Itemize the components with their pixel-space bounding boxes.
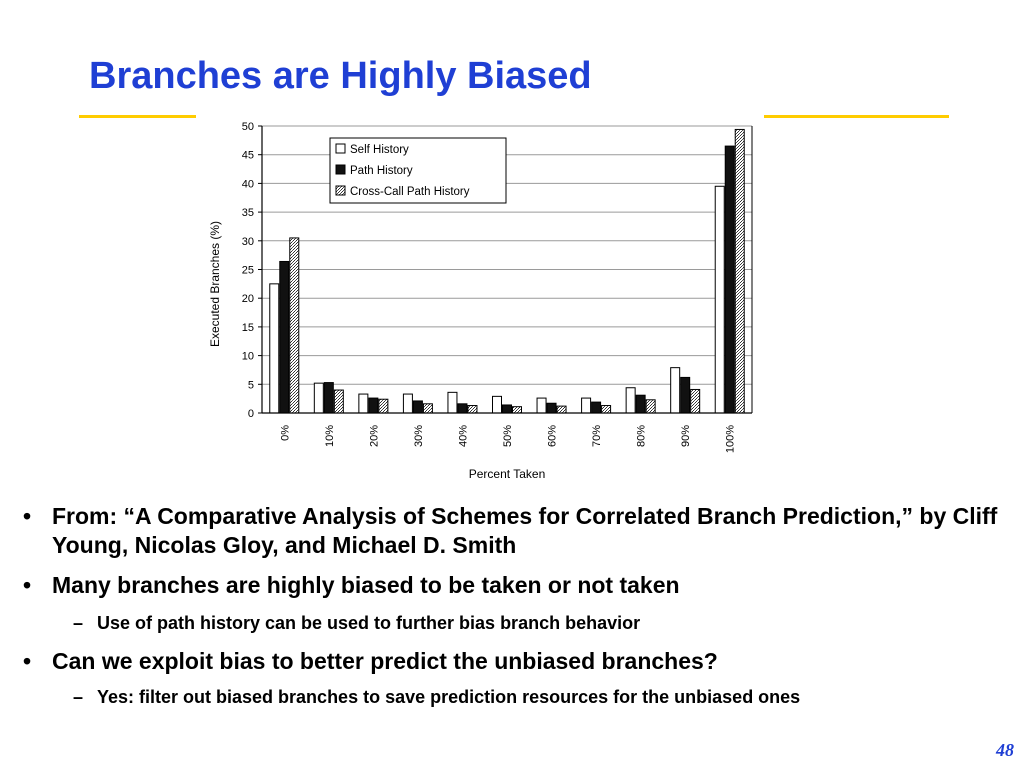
title-underline-right bbox=[764, 115, 949, 118]
y-tick-label: 50 bbox=[241, 121, 254, 133]
bar bbox=[691, 389, 700, 413]
x-tick-label: 20% bbox=[368, 425, 381, 448]
bullet-text: Many branches are highly biased to be taken or not taken bbox=[52, 572, 680, 598]
x-tick-label: 10% bbox=[323, 425, 336, 448]
legend-label: Path History bbox=[350, 165, 413, 177]
legend-label: Self History bbox=[350, 144, 409, 156]
bar bbox=[468, 406, 477, 413]
slide-title: Branches are Highly Biased bbox=[89, 55, 592, 97]
y-tick-label: 30 bbox=[241, 235, 254, 248]
x-tick-label: 50% bbox=[502, 425, 514, 448]
bar bbox=[592, 402, 601, 413]
y-tick-label: 10 bbox=[241, 350, 254, 363]
y-tick-label: 25 bbox=[241, 264, 254, 277]
y-tick-label: 0 bbox=[247, 408, 254, 420]
bar bbox=[314, 383, 323, 413]
bullet-text: From: “A Comparative Analysis of Schemes for Correlated Branch Prediction,” by Cliff Young, Nicolas Gloy, and Michael D. Smith bbox=[52, 503, 998, 558]
bar bbox=[602, 406, 611, 413]
bar bbox=[280, 261, 289, 413]
legend-swatch bbox=[336, 144, 345, 153]
sub-bullet-item bbox=[73, 611, 1013, 635]
bar bbox=[379, 399, 388, 413]
bar bbox=[270, 284, 279, 413]
bullet-marker: • bbox=[23, 648, 32, 674]
bar bbox=[715, 186, 724, 413]
bar bbox=[626, 388, 635, 413]
bar bbox=[557, 406, 566, 413]
bullet-marker: • bbox=[23, 572, 32, 598]
bar bbox=[413, 401, 422, 413]
bar bbox=[646, 400, 655, 413]
branch-bias-chart bbox=[200, 114, 764, 486]
bar bbox=[537, 398, 546, 413]
y-tick-label: 45 bbox=[241, 149, 254, 162]
sub-bullet-text: Use of path history can be used to further bias branch behavior bbox=[97, 613, 641, 633]
legend-label: Cross-Call Path History bbox=[350, 186, 470, 198]
bar bbox=[458, 404, 467, 413]
bar bbox=[359, 394, 368, 413]
bar bbox=[493, 396, 502, 413]
x-tick-label: 30% bbox=[412, 425, 425, 448]
y-tick-label: 35 bbox=[241, 207, 254, 220]
x-tick-label: 40% bbox=[457, 425, 470, 448]
bar bbox=[369, 398, 378, 413]
y-tick-label: 5 bbox=[247, 379, 254, 392]
y-tick-label: 15 bbox=[241, 321, 254, 334]
sub-bullet-marker: – bbox=[73, 613, 84, 633]
bullet-item bbox=[23, 647, 1003, 676]
x-axis-title: Percent Taken bbox=[468, 467, 546, 481]
page-number: 48 bbox=[996, 740, 1014, 760]
sub-bullet-text: Yes: filter out biased branches to save prediction resources for the unbiased ones bbox=[97, 687, 801, 707]
bar bbox=[671, 368, 680, 413]
x-tick-label: 0% bbox=[279, 425, 292, 441]
bar bbox=[403, 394, 412, 413]
bar bbox=[636, 395, 645, 413]
bar bbox=[513, 407, 522, 413]
bar bbox=[681, 377, 690, 413]
bar bbox=[725, 146, 734, 413]
y-axis-title: Executed Branches (%) bbox=[208, 220, 222, 348]
bar bbox=[503, 405, 512, 413]
bar-chart bbox=[200, 114, 764, 486]
legend-swatch bbox=[336, 165, 345, 174]
bar bbox=[582, 398, 591, 413]
sub-bullet-marker: – bbox=[73, 687, 84, 707]
x-tick-label: 100% bbox=[724, 425, 737, 454]
x-tick-label: 80% bbox=[635, 425, 648, 448]
title-underline-left bbox=[79, 115, 196, 118]
bar bbox=[423, 404, 432, 413]
x-tick-label: 90% bbox=[680, 425, 693, 448]
bar bbox=[324, 383, 333, 413]
bar bbox=[547, 403, 556, 413]
x-tick-label: 70% bbox=[591, 425, 604, 448]
bar bbox=[334, 390, 343, 413]
x-tick-label: 60% bbox=[546, 425, 559, 448]
bar bbox=[290, 238, 299, 413]
bar bbox=[735, 129, 744, 413]
bullet-text: Can we exploit bias to better predict the unbiased branches? bbox=[52, 648, 718, 674]
bullet-marker: • bbox=[23, 503, 32, 529]
legend-swatch bbox=[336, 186, 345, 195]
sub-bullet-item bbox=[73, 685, 1013, 709]
y-tick-label: 40 bbox=[241, 178, 254, 191]
bar bbox=[448, 392, 457, 413]
bullet-item bbox=[23, 571, 1003, 600]
y-tick-label: 20 bbox=[241, 293, 254, 306]
bullet-item bbox=[23, 502, 1003, 560]
